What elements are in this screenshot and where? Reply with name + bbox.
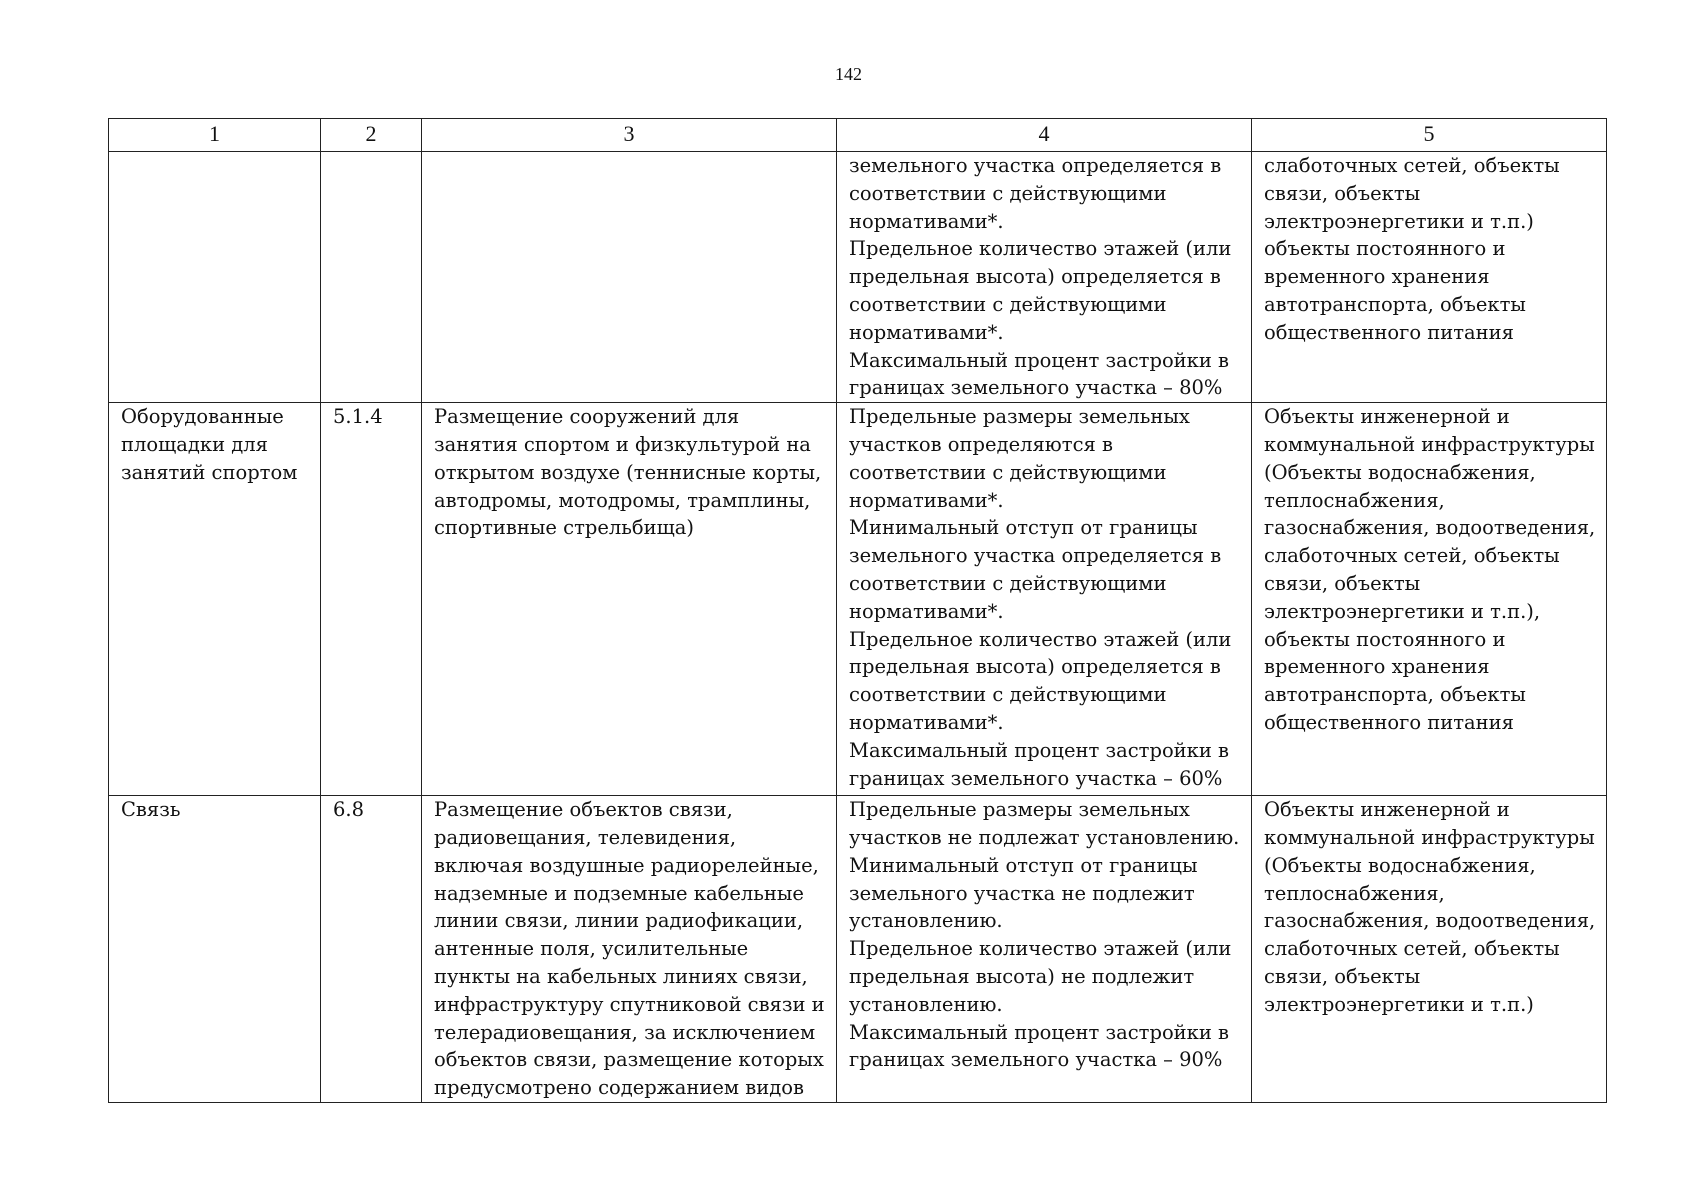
cell-use-code: 5.1.4 — [321, 403, 422, 796]
cell-use-description: Размещение сооружений для занятия спортом и физкультурой на открытом воздухе (теннисные корты, автодромы, мотодромы, трамплины, спортивные стрельбища) — [422, 403, 837, 796]
cell-use-code — [321, 152, 422, 403]
column-header-1: 1 — [109, 119, 321, 152]
table-row — [109, 403, 1607, 796]
cell-parameters: земельного участка определяется в соответствии с действующими нормативами*. Предельное количество этажей (или предельная высота) определяется в соответствии с действующими нормативами*. Максимальный процент застройки в границах земельного участка – 80% — [837, 152, 1252, 403]
table-header-row — [109, 119, 1607, 152]
cell-auxiliary-uses: Объекты инженерной и коммунальной инфраструктуры (Объекты водоснабжения, теплоснабжения, газоснабжения, водоотведения, слаботочных сетей, объекты связи, объекты электроэнергетики и т.п.) — [1252, 796, 1607, 1103]
column-header-5: 5 — [1252, 119, 1607, 152]
table-row — [109, 796, 1607, 1103]
cell-use-name — [109, 152, 321, 403]
cell-use-name: Связь — [109, 796, 321, 1103]
table-row — [109, 152, 1607, 403]
cell-use-code: 6.8 — [321, 796, 422, 1103]
cell-use-description — [422, 152, 837, 403]
cell-auxiliary-uses: слаботочных сетей, объекты связи, объекты электроэнергетики и т.п.) объекты постоянного и временного хранения автотранспорта, объекты общественного питания — [1252, 152, 1607, 403]
cell-parameters: Предельные размеры земельных участков определяются в соответствии с действующими нормативами*. Минимальный отступ от границы земельного участка определяется в соответствии с действующими нормативами*. Предельное количество этажей (или предельная высота) определяется в соответствии с действующими нормативами*. Максимальный процент застройки в границах земельного участка – 60% — [837, 403, 1252, 796]
cell-use-description: Размещение объектов связи, радиовещания, телевидения, включая воздушные радиорелейные, надземные и подземные кабельные линии связи, линии радиофикации, антенные поля, усилительные пункты на кабельных линиях связи, инфраструктуру спутниковой связи и телерадиовещания, за исключением объектов связи, размещение которых предусмотрено содержанием видов — [422, 796, 837, 1103]
cell-use-name: Оборудованные площадки для занятий спортом — [109, 403, 321, 796]
cell-auxiliary-uses: Объекты инженерной и коммунальной инфраструктуры (Объекты водоснабжения, теплоснабжения, газоснабжения, водоотведения, слаботочных сетей, объекты связи, объекты электроэнергетики и т.п.), объекты постоянного и временного хранения автотранспорта, объекты общественного питания — [1252, 403, 1607, 796]
page-number: 142 — [835, 64, 862, 84]
column-header-4: 4 — [837, 119, 1252, 152]
column-header-2: 2 — [321, 119, 422, 152]
column-header-3: 3 — [422, 119, 837, 152]
cell-parameters: Предельные размеры земельных участков не подлежат установлению. Минимальный отступ от границы земельного участка не подлежит установлению. Предельное количество этажей (или предельная высота) не подлежит установлению. Максимальный процент застройки в границах земельного участка – 90% — [837, 796, 1252, 1103]
regulations-table — [108, 118, 1607, 1103]
